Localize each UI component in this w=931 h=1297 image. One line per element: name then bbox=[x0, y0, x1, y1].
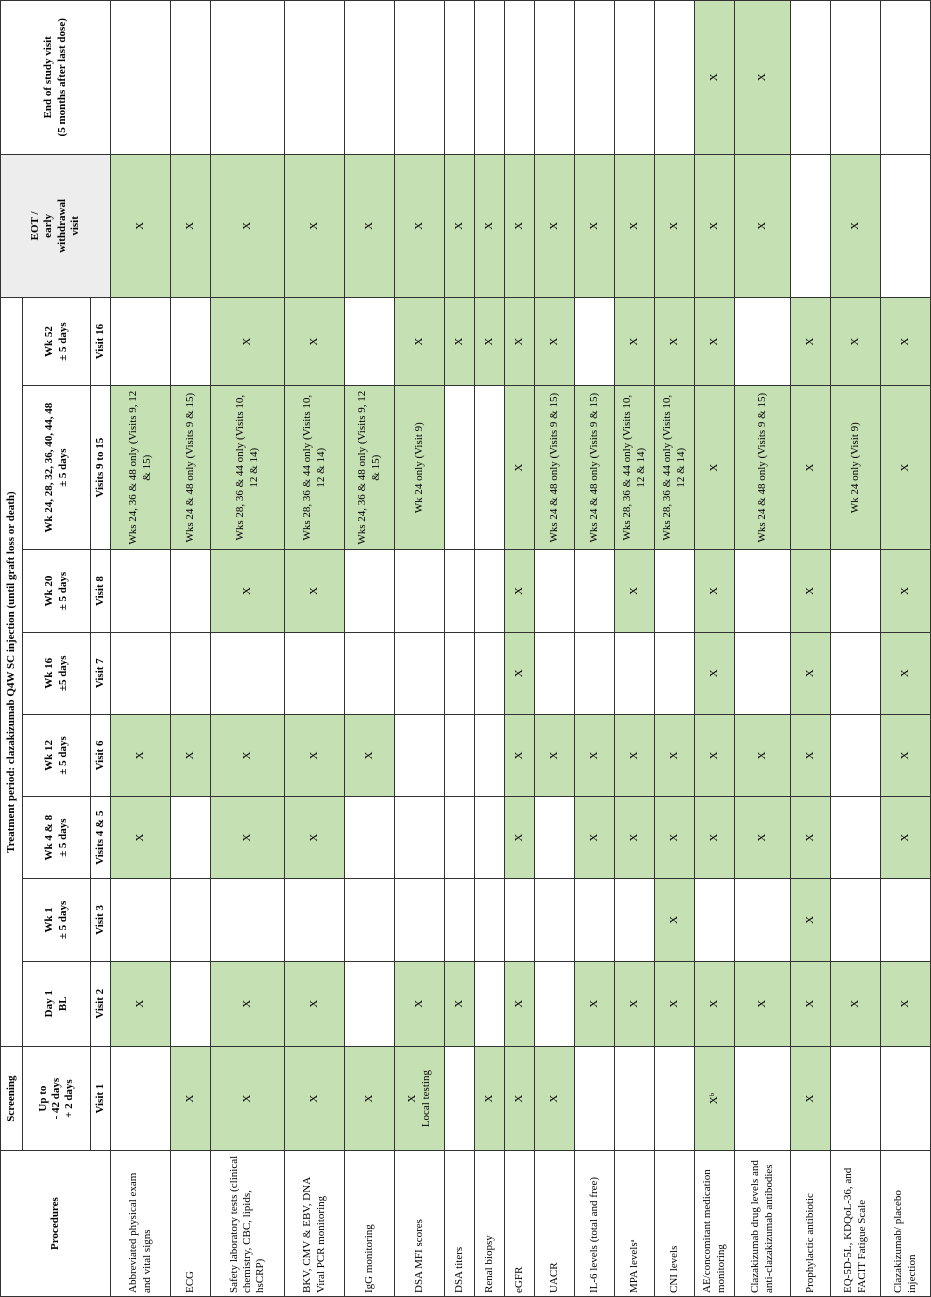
schedule-cell: X bbox=[285, 797, 345, 879]
schedule-cell: X bbox=[615, 550, 655, 632]
schedule-cell: X bbox=[791, 632, 831, 714]
header-col-6: Wk 16 ±5 days bbox=[23, 632, 91, 714]
schedule-cell: X bbox=[535, 154, 575, 298]
schedule-cell bbox=[395, 714, 445, 796]
schedule-cell: X bbox=[791, 550, 831, 632]
schedule-cell: X bbox=[575, 154, 615, 298]
schedule-cell bbox=[475, 879, 505, 961]
schedule-cell bbox=[345, 797, 395, 879]
schedule-cell bbox=[535, 550, 575, 632]
table-row bbox=[575, 1, 615, 1297]
schedule-cell: X bbox=[395, 961, 445, 1047]
schedule-cell bbox=[831, 1047, 881, 1151]
table-row bbox=[395, 1, 445, 1297]
schedule-cell: X bbox=[285, 154, 345, 298]
schedule-cell bbox=[171, 1, 211, 155]
schedule-cell bbox=[345, 550, 395, 632]
schedule-cell bbox=[211, 879, 285, 961]
schedule-cell: X bbox=[285, 1047, 345, 1151]
procedure-name: EQ-5D-5L, KDQoL-36, and FACIT Fatigue Scale bbox=[831, 1151, 881, 1297]
schedule-cell bbox=[445, 632, 475, 714]
schedule-cell bbox=[475, 632, 505, 714]
schedule-cell: X bbox=[211, 797, 285, 879]
schedule-cell: X bbox=[111, 961, 171, 1047]
schedule-cell: X bbox=[791, 714, 831, 796]
schedule-cell bbox=[171, 879, 211, 961]
schedule-cell bbox=[475, 385, 505, 549]
schedule-cell: X bbox=[655, 879, 695, 961]
schedule-cell: X bbox=[655, 797, 695, 879]
schedule-cell: X bbox=[211, 1047, 285, 1151]
schedule-cell: X bbox=[615, 797, 655, 879]
procedure-name: Clazakizumab drug levels and anti-clazakizumab antibodies bbox=[735, 1151, 791, 1297]
schedule-cell: X bbox=[881, 550, 931, 632]
table-row bbox=[695, 1, 735, 1297]
procedure-name: ECG bbox=[171, 1151, 211, 1297]
schedule-cell: X bbox=[171, 1047, 211, 1151]
table-row bbox=[615, 1, 655, 1297]
procedure-name: UACR bbox=[535, 1151, 575, 1297]
schedule-cell: Wks 24, 36 & 48 only (Visits 9, 12 & 15) bbox=[111, 385, 171, 549]
schedule-cell bbox=[655, 632, 695, 714]
schedule-cell bbox=[171, 797, 211, 879]
schedule-cell: Wks 24, 36 & 48 only (Visits 9, 12 & 15) bbox=[345, 385, 395, 549]
header-col-9: Wk 52 ± 5 days bbox=[23, 298, 91, 386]
header-procedures: Procedures bbox=[1, 1151, 111, 1297]
schedule-cell: X bbox=[535, 298, 575, 386]
schedule-cell bbox=[111, 1047, 171, 1151]
schedule-cell: X bbox=[695, 298, 735, 386]
schedule-cell: Wks 28, 36 & 44 only (Visits 10, 12 & 14) bbox=[655, 385, 695, 549]
schedule-cell: X bbox=[285, 714, 345, 796]
header-screening: Screening bbox=[1, 1047, 23, 1151]
schedule-cell bbox=[345, 879, 395, 961]
schedule-cell: X bbox=[575, 961, 615, 1047]
schedule-cell bbox=[881, 1047, 931, 1151]
schedule-cell bbox=[575, 1, 615, 155]
schedule-cell bbox=[475, 797, 505, 879]
schedule-cell bbox=[791, 1, 831, 155]
schedule-cell: X bbox=[505, 714, 535, 796]
header-col-10: EOT / early withdrawal visit bbox=[1, 154, 111, 298]
schedule-cell: X bbox=[111, 154, 171, 298]
header-col-5: Wk 12 ± 5 days bbox=[23, 714, 91, 796]
schedule-cell bbox=[345, 298, 395, 386]
schedule-cell bbox=[445, 714, 475, 796]
schedule-cell: X bbox=[655, 714, 695, 796]
schedule-cell: X bbox=[535, 714, 575, 796]
schedule-cell bbox=[615, 632, 655, 714]
procedure-name: Prophylactic antibiotic bbox=[791, 1151, 831, 1297]
schedule-cell bbox=[111, 550, 171, 632]
schedule-cell bbox=[395, 632, 445, 714]
header-col-1: Up to - 42 days + 2 days bbox=[23, 1047, 91, 1151]
procedure-name: Safety laboratory tests (clinical chemistry, CBC, lipids, hsCRP) bbox=[211, 1151, 285, 1297]
schedule-cell: X bbox=[345, 714, 395, 796]
schedule-cell: X bbox=[695, 797, 735, 879]
table-row bbox=[655, 1, 695, 1297]
schedule-cell: X bbox=[211, 298, 285, 386]
schedule-cell: X bbox=[505, 632, 535, 714]
schedule-cell: X bbox=[171, 714, 211, 796]
schedule-cell: X bbox=[695, 714, 735, 796]
schedule-cell bbox=[475, 550, 505, 632]
schedule-cell bbox=[791, 154, 831, 298]
schedule-cell: X bbox=[791, 961, 831, 1047]
schedule-cell bbox=[171, 632, 211, 714]
visit-label: Visit 7 bbox=[91, 632, 111, 714]
procedure-name: Renal biopsy bbox=[475, 1151, 505, 1297]
schedule-cell bbox=[881, 154, 931, 298]
schedule-cell: X bbox=[505, 154, 535, 298]
schedule-cell bbox=[615, 879, 655, 961]
schedule-cell: X bbox=[881, 797, 931, 879]
visit-label: Visit 3 bbox=[91, 879, 111, 961]
table-row bbox=[345, 1, 395, 1297]
schedule-cell bbox=[475, 961, 505, 1047]
schedule-cell bbox=[615, 1, 655, 155]
schedule-cell: X bbox=[881, 714, 931, 796]
schedule-cell: X bbox=[505, 550, 535, 632]
header-col-8: Wk 24, 28, 32, 36, 40, 44, 48 ± 5 days bbox=[23, 385, 91, 549]
schedule-cell: X bbox=[111, 797, 171, 879]
schedule-cell: X bbox=[395, 154, 445, 298]
schedule-cell bbox=[831, 1, 881, 155]
visit-label: Visit 6 bbox=[91, 714, 111, 796]
schedule-cell bbox=[445, 1, 475, 155]
schedule-cell bbox=[535, 797, 575, 879]
schedule-cell: Wk 24 only (Visit 9) bbox=[831, 385, 881, 549]
schedule-cell: X bbox=[695, 1, 735, 155]
schedule-cell: X bbox=[735, 1, 791, 155]
schedule-cell bbox=[505, 879, 535, 961]
procedure-name: MPA levelsᵃ bbox=[615, 1151, 655, 1297]
schedule-cell: X Local testing bbox=[395, 1047, 445, 1151]
schedule-cell: X bbox=[211, 961, 285, 1047]
schedule-cell: X bbox=[615, 961, 655, 1047]
schedule-cell: X bbox=[735, 154, 791, 298]
schedule-cell bbox=[735, 1047, 791, 1151]
schedule-cell: X bbox=[505, 385, 535, 549]
table-row bbox=[171, 1, 211, 1297]
schedule-cell bbox=[655, 1, 695, 155]
procedure-name: Abbreviated physical exam and vital signs bbox=[111, 1151, 171, 1297]
schedule-cell: X bbox=[445, 154, 475, 298]
table-row bbox=[505, 1, 535, 1297]
procedure-name: Clazakizumab/ placebo injection bbox=[881, 1151, 931, 1297]
schedule-cell bbox=[445, 797, 475, 879]
header-treatment-period: Treatment period: clazakizumab Q4W SC injection (until graft loss or death) bbox=[1, 298, 23, 1047]
visit-label: Visit 8 bbox=[91, 550, 111, 632]
schedule-cell bbox=[345, 1, 395, 155]
schedule-cell: Wk 24 only (Visit 9) bbox=[395, 385, 445, 549]
schedule-cell: X bbox=[655, 298, 695, 386]
schedule-cell: Wks 24 & 48 only (Visits 9 & 15) bbox=[575, 385, 615, 549]
schedule-cell bbox=[445, 385, 475, 549]
schedule-cell: X bbox=[285, 550, 345, 632]
schedule-cell: X bbox=[831, 298, 881, 386]
header-col-3: Wk 1 ± 5 days bbox=[23, 879, 91, 961]
schedule-cell bbox=[475, 714, 505, 796]
procedure-name: eGFR bbox=[505, 1151, 535, 1297]
schedule-cell: X bbox=[831, 961, 881, 1047]
visit-label: Visits 4 & 5 bbox=[91, 797, 111, 879]
schedule-cell: X bbox=[345, 154, 395, 298]
procedure-name: IL-6 levels (total and free) bbox=[575, 1151, 615, 1297]
schedule-cell bbox=[881, 1, 931, 155]
procedure-name: DSA MFI scores bbox=[395, 1151, 445, 1297]
schedule-cell bbox=[211, 632, 285, 714]
schedule-cell bbox=[575, 550, 615, 632]
schedule-cell: Wks 24 & 48 only (Visits 9 & 15) bbox=[735, 385, 791, 549]
schedule-cell bbox=[575, 1047, 615, 1151]
schedule-cell bbox=[395, 797, 445, 879]
schedule-cell bbox=[111, 1, 171, 155]
schedule-cell bbox=[171, 550, 211, 632]
schedule-cell: X bbox=[285, 298, 345, 386]
schedule-cell bbox=[211, 1, 285, 155]
schedule-cell bbox=[735, 298, 791, 386]
schedule-cell: X bbox=[505, 298, 535, 386]
header-col-11: End of study visit (5 months after last dose) bbox=[1, 1, 111, 155]
schedule-cell bbox=[285, 1, 345, 155]
visit-label: Visit 16 bbox=[91, 298, 111, 386]
schedule-cell: X bbox=[475, 298, 505, 386]
schedule-cell bbox=[535, 632, 575, 714]
schedule-cell: X bbox=[735, 961, 791, 1047]
schedule-cell bbox=[445, 879, 475, 961]
schedule-cell bbox=[735, 879, 791, 961]
table-row bbox=[111, 1, 171, 1297]
visit-label: Visit 1 bbox=[91, 1047, 111, 1151]
schedule-cell: X bbox=[475, 154, 505, 298]
schedule-cell bbox=[505, 1, 535, 155]
schedule-cell bbox=[695, 879, 735, 961]
schedule-cell: X bbox=[575, 714, 615, 796]
schedule-cell: Xᵇ bbox=[695, 1047, 735, 1151]
schedule-cell: X bbox=[211, 714, 285, 796]
header-col-4: Wk 4 & 8 ± 5 days bbox=[23, 797, 91, 879]
schedule-cell: X bbox=[881, 385, 931, 549]
schedule-cell bbox=[655, 550, 695, 632]
schedule-cell: X bbox=[695, 632, 735, 714]
procedure-name: CNI levels bbox=[655, 1151, 695, 1297]
schedule-cell: X bbox=[655, 961, 695, 1047]
schedule-cell: X bbox=[695, 961, 735, 1047]
schedule-cell: X bbox=[505, 797, 535, 879]
schedule-cell: X bbox=[791, 879, 831, 961]
procedure-name: DSA titers bbox=[445, 1151, 475, 1297]
schedule-cell: X bbox=[211, 550, 285, 632]
schedule-cell bbox=[735, 550, 791, 632]
schedule-cell: X bbox=[111, 714, 171, 796]
schedule-cell bbox=[285, 879, 345, 961]
schedule-cell bbox=[575, 632, 615, 714]
schedule-cell: X bbox=[475, 1047, 505, 1151]
visit-label: Visits 9 to 15 bbox=[91, 385, 111, 549]
table-row bbox=[831, 1, 881, 1297]
schedule-cell bbox=[111, 879, 171, 961]
schedule-cell: X bbox=[831, 154, 881, 298]
schedule-cell: X bbox=[791, 298, 831, 386]
schedule-cell bbox=[575, 298, 615, 386]
header-col-7: Wk 20 ± 5 days bbox=[23, 550, 91, 632]
schedule-cell: X bbox=[615, 298, 655, 386]
schedule-cell bbox=[535, 879, 575, 961]
schedule-cell bbox=[655, 1047, 695, 1151]
visit-label: Visit 2 bbox=[91, 961, 111, 1047]
schedule-cell: X bbox=[655, 154, 695, 298]
schedule-cell: X bbox=[881, 298, 931, 386]
schedule-cell: X bbox=[285, 961, 345, 1047]
table-row bbox=[791, 1, 831, 1297]
schedule-cell bbox=[395, 1, 445, 155]
schedule-cell: Wks 24 & 48 only (Visits 9 & 15) bbox=[171, 385, 211, 549]
schedule-cell bbox=[111, 632, 171, 714]
schedule-cell bbox=[831, 550, 881, 632]
procedure-name: AE/concomitant medication monitoring bbox=[695, 1151, 735, 1297]
schedule-cell bbox=[475, 1, 505, 155]
schedule-cell bbox=[615, 1047, 655, 1151]
schedule-cell: X bbox=[171, 154, 211, 298]
table-row bbox=[735, 1, 791, 1297]
schedule-cell bbox=[345, 961, 395, 1047]
schedule-cell: X bbox=[505, 961, 535, 1047]
schedule-cell bbox=[395, 550, 445, 632]
schedule-cell: X bbox=[445, 298, 475, 386]
procedure-name: IgG monitoring bbox=[345, 1151, 395, 1297]
schedule-cell bbox=[345, 632, 395, 714]
schedule-cell: X bbox=[695, 154, 735, 298]
schedule-cell: X bbox=[505, 1047, 535, 1151]
schedule-cell bbox=[171, 961, 211, 1047]
schedule-cell: Wks 28, 36 & 44 only (Visits 10, 12 & 14) bbox=[211, 385, 285, 549]
table-row bbox=[475, 1, 505, 1297]
schedule-cell: Wks 24 & 48 only (Visits 9 & 15) bbox=[535, 385, 575, 549]
schedule-cell bbox=[395, 879, 445, 961]
schedule-cell: X bbox=[615, 714, 655, 796]
schedule-cell: X bbox=[445, 961, 475, 1047]
schedule-cell bbox=[831, 632, 881, 714]
schedule-cell: X bbox=[211, 154, 285, 298]
table-row bbox=[881, 1, 931, 1297]
schedule-cell: X bbox=[695, 385, 735, 549]
schedule-cell bbox=[535, 1, 575, 155]
schedule-cell: X bbox=[345, 1047, 395, 1151]
schedule-cell bbox=[735, 632, 791, 714]
header-col-2: Day 1 BL bbox=[23, 961, 91, 1047]
schedule-cell bbox=[831, 797, 881, 879]
schedule-cell bbox=[445, 550, 475, 632]
schedule-cell: Wks 28, 36 & 44 only (Visits 10, 12 & 14) bbox=[285, 385, 345, 549]
schedule-cell bbox=[535, 961, 575, 1047]
schedule-cell: X bbox=[615, 154, 655, 298]
schedule-cell: X bbox=[791, 797, 831, 879]
schedule-cell bbox=[575, 879, 615, 961]
schedule-cell: X bbox=[575, 797, 615, 879]
schedule-cell: Wks 28, 36 & 44 only (Visits 10, 12 & 14) bbox=[615, 385, 655, 549]
schedule-cell: X bbox=[395, 298, 445, 386]
table-row bbox=[445, 1, 475, 1297]
schedule-cell: X bbox=[881, 632, 931, 714]
procedure-name: BKV, CMV & EBV, DNA Viral PCR monitoring bbox=[285, 1151, 345, 1297]
schedule-cell: X bbox=[695, 550, 735, 632]
schedule-cell: X bbox=[735, 714, 791, 796]
schedule-cell bbox=[285, 632, 345, 714]
schedule-cell bbox=[445, 1047, 475, 1151]
schedule-cell: X bbox=[881, 961, 931, 1047]
schedule-cell bbox=[881, 879, 931, 961]
table-row bbox=[535, 1, 575, 1297]
table-row bbox=[211, 1, 285, 1297]
table-row bbox=[285, 1, 345, 1297]
schedule-cell bbox=[111, 298, 171, 386]
schedule-cell bbox=[831, 879, 881, 961]
schedule-cell: X bbox=[735, 797, 791, 879]
schedule-cell bbox=[171, 298, 211, 386]
schedule-cell bbox=[831, 714, 881, 796]
schedule-cell: X bbox=[791, 385, 831, 549]
schedule-cell: X bbox=[535, 1047, 575, 1151]
schedule-cell: X bbox=[791, 1047, 831, 1151]
